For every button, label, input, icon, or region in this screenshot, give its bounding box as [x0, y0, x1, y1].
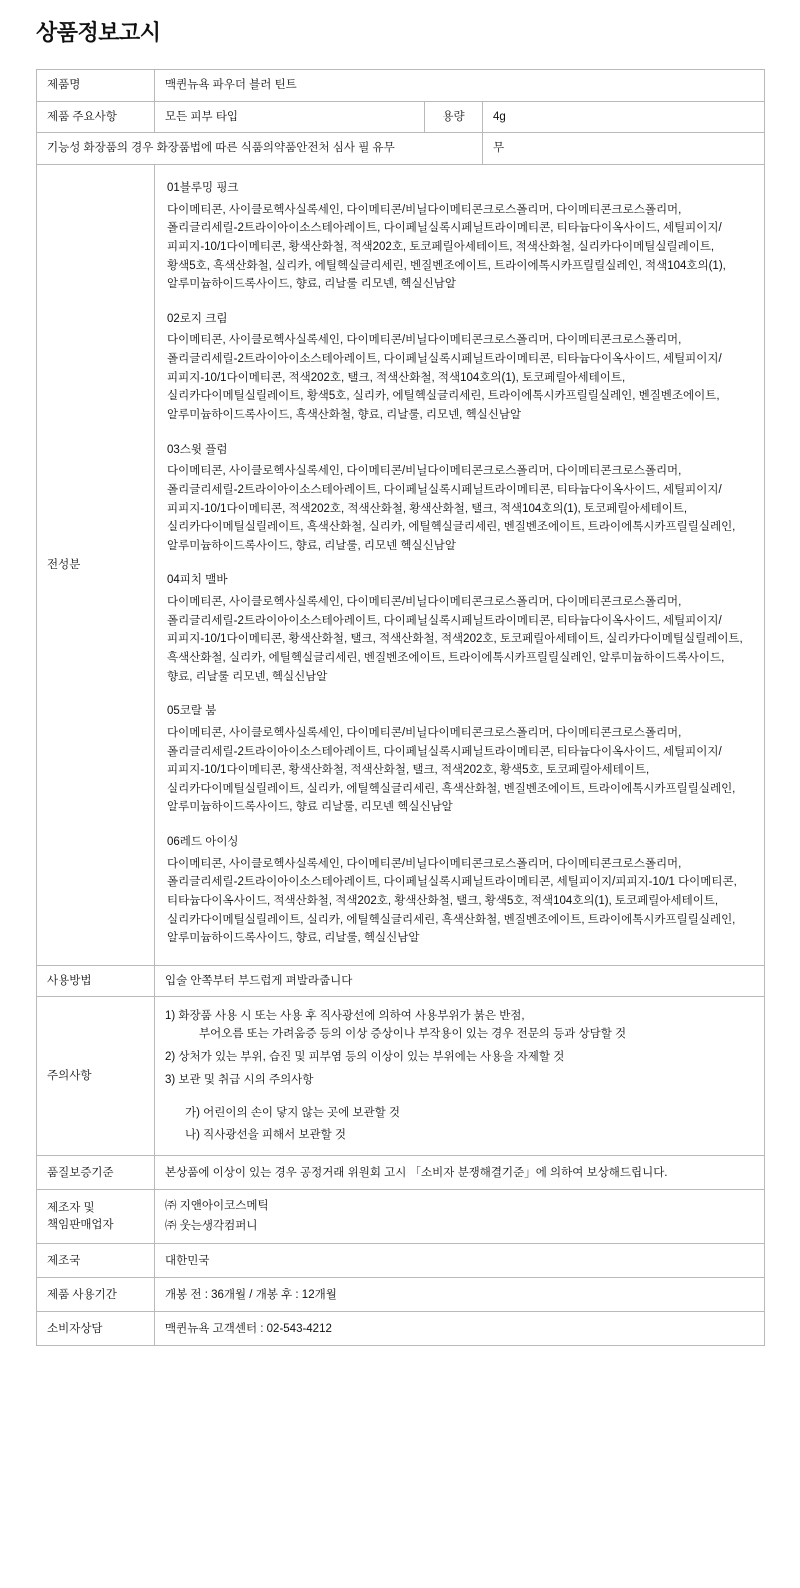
- ingredient-shade-text: 다이메티콘, 사이클로헥사실록세인, 다이메티콘/비닐다이메티콘크로스폴리머, 다이메티콘크로스폴리머, 폴리글리세릴-2트라이아이소스테아레이트, 다이페닐실록시페닐트라이메티콘, 티타늄다이옥사이드, 세틸피이지/피피지-10/1다이메티콘, 황색산화철, 적색산화철, 탤크, 적색202호, 황색5호, 토코페릴아세테이트, 실리카다이메틸실릴레이트, 실리카, 에틸헥실글리세린, 흑색산화철, 벤질벤조에이트, 트라이에톡시카프릴릴실레인, 알루미늄하이드록사이드, 향료 리날룰, 리모넨 헥실신남알: [167, 726, 736, 814]
- table-row-main-spec: [37, 101, 765, 133]
- caution-sub-list: [165, 1105, 754, 1145]
- caution-item-cont: 부어오름 또는 가려움증 등의 이상 증상이나 부작용이 있는 경우 전문의 등과 상담할 것: [199, 1028, 627, 1041]
- ingredient-shade-name: 02로지 크림: [167, 312, 228, 325]
- ingredient-shade-text: 다이메티콘, 사이클로헥사실록세인, 다이메티콘/비닐다이메티콘크로스폴리머, 다이메티콘크로스폴리머, 폴리글리세릴-2트라이아이소스테아레이트, 다이페닐실록시페닐트라이메티콘, 티타늄다이옥사이드, 세틸피이지/피피지-10/1다이메티콘, 황색산화철, 적색202호, 토코페릴아세테이트, 적색산화철, 실리카다이메틸실릴레이트, 황색5호, 흑색산화철, 실리카, 에틸헥실글리세린, 벤질벤조에이트, 트라이에톡시카프릴릴실레인, 적색104호의(1), 알루미늄하이드록사이드, 향료, 리날룰 리모넨, 헥실신남알: [167, 203, 726, 291]
- caution-label: 주의사항: [37, 997, 155, 1156]
- caution-sub-item: 나) 직사광선을 피해서 보관할 것: [185, 1128, 347, 1141]
- product-info-page: [0, 16, 800, 1346]
- main-spec-value: 모든 피부 타입: [155, 101, 425, 133]
- table-row-quality: [37, 1156, 765, 1190]
- product-name-label: 제품명: [37, 70, 155, 102]
- ingredient-group: [167, 442, 752, 556]
- functional-label: 기능성 화장품의 경우 화장품법에 따른 식품의약품안전처 심사 필 유무: [37, 133, 483, 165]
- table-row-caution: [37, 997, 765, 1156]
- maker-value: [155, 1190, 765, 1244]
- caution-list: [165, 1004, 754, 1098]
- ingredient-shade-text: 다이메티콘, 사이클로헥사실록세인, 다이메티콘/비닐다이메티콘크로스폴리머, 다이메티콘크로스폴리머, 폴리글리세릴-2트라이아이소스테아레이트, 다이페닐실록시페닐트라이메티콘, 티타늄다이옥사이드, 세틸피이지/피피지-10/1다이메티콘, 황색산화철, 탤크, 적색산화철, 적색202호, 토코페릴아세테이트, 실리카다이메틸실릴레이트, 흑색산화철, 실리카, 에틸헥실글리세린, 벤질벤조에이트, 트라이에톡시카프릴릴실레인, 알루미늄하이드록사이드, 향료, 리날룰 리모넨, 헥실신남알: [167, 596, 743, 683]
- functional-value: 무: [483, 133, 765, 165]
- caution-sub-item: 가) 어린이의 손이 닿지 않는 곳에 보관할 것: [185, 1106, 401, 1119]
- ingredient-shade-text: 다이메티콘, 사이클로헥사실록세인, 다이메티콘/비닐다이메티콘크로스폴리머, 다이메티콘크로스폴리머, 폴리글리세릴-2트라이아이소스테아레이트, 다이페닐실록시페닐트라이메티콘, 세틸피이지/피피지-10/1 다이메티콘, 티타늄다이옥사이드, 적색산화철, 적색202호, 황색산화철, 탤크, 황색5호, 적색104호의(1), 토코페릴아세테이트, 실리카다이메틸실릴레이트, 실리카, 에틸헥실글리세린, 흑색산화철, 벤질벤조에이트, 트라이에톡시카프릴릴실레인, 알루미늄하이드록사이드, 향료, 리날룰, 헥실신남알: [167, 857, 737, 945]
- caution-item: 1) 화장품 사용 시 또는 사용 후 직사광선에 의하여 사용부위가 붉은 반점,: [165, 1010, 525, 1023]
- ingredient-group: [167, 572, 752, 686]
- usage-label: 사용방법: [37, 965, 155, 997]
- period-label: 제품 사용기간: [37, 1278, 155, 1312]
- main-spec-label: 제품 주요사항: [37, 101, 155, 133]
- product-info-table: [36, 69, 765, 1346]
- table-row-period: [37, 1278, 765, 1312]
- ingredient-shade-name: 04피치 맬바: [167, 574, 228, 587]
- maker-value-line1: ㈜ 지앤아이코스메틱: [165, 1200, 269, 1213]
- table-row-origin: [37, 1244, 765, 1278]
- ingredient-shade-name: 05코랄 붐: [167, 705, 217, 718]
- caution-item: 2) 상처가 있는 부위, 습진 및 피부염 등의 이상이 있는 부위에는 사용을 자제할 것: [165, 1051, 565, 1064]
- maker-label-line1: 제조자 및: [47, 1202, 95, 1215]
- ingredients-value: [155, 165, 765, 966]
- usage-value: 입술 안쪽부터 부드럽게 펴발라줍니다: [155, 965, 765, 997]
- ingredient-group: [167, 311, 752, 425]
- table-row-maker: [37, 1190, 765, 1244]
- ingredient-shade-name: 06레드 아이싱: [167, 836, 239, 848]
- table-row-ingredients: [37, 165, 765, 966]
- maker-value-line2: ㈜ 웃는생각컴퍼니: [165, 1219, 258, 1232]
- page-title: 상품정보고시: [36, 20, 161, 45]
- ingredients-list: [165, 172, 754, 958]
- ingredient-group: [167, 834, 752, 948]
- consumer-label: 소비자상담: [37, 1312, 155, 1346]
- table-row-usage: [37, 965, 765, 997]
- ingredient-shade-name: 01블루밍 핑크: [167, 182, 239, 195]
- table-row-product-name: [37, 70, 765, 102]
- ingredient-shade-name: 03스윗 플럼: [167, 443, 228, 456]
- origin-label: 제조국: [37, 1244, 155, 1278]
- ingredient-group: [167, 180, 752, 294]
- maker-label: [37, 1190, 155, 1244]
- ingredient-group: [167, 703, 752, 817]
- volume-value: 4g: [483, 101, 765, 133]
- table-row-consumer: [37, 1312, 765, 1346]
- volume-label: 용량: [425, 101, 483, 133]
- consumer-value: 맥퀸뉴욕 고객센터 : 02-543-4212: [155, 1312, 765, 1346]
- ingredients-label: 전성분: [37, 165, 155, 966]
- table-row-functional: [37, 133, 765, 165]
- quality-label: 품질보증기준: [37, 1156, 155, 1190]
- maker-label-line2: 책임판매업자: [47, 1218, 114, 1231]
- period-value: 개봉 전 : 36개월 / 개봉 후 : 12개월: [155, 1278, 765, 1312]
- caution-value: [155, 997, 765, 1156]
- origin-value: 대한민국: [155, 1244, 765, 1278]
- ingredient-shade-text: 다이메티콘, 사이클로헥사실록세인, 다이메티콘/비닐다이메티콘크로스폴리머, 다이메티콘크로스폴리머, 폴리글리세릴-2트라이아이소스테아레이트, 다이페닐실록시페닐트라이메티콘, 티타늄다이옥사이드, 세틸피이지/피피지-10/1다이메티콘, 적색202호, 탤크, 적색산화철, 적색104호의(1), 토코페릴아세테이트, 실리카다이메틸실릴레이트, 황색5호, 실리카, 에틸헥실글리세린, 트라이에톡시카프릴릴실레인, 벤질벤조에이트, 알루미늄하이드록사이드, 흑색산화철, 향료, 리날룰, 리모넨, 헥실신남알: [167, 334, 722, 421]
- product-name-value: 맥퀸뉴욕 파우더 블러 틴트: [155, 70, 765, 102]
- quality-value: 본상품에 이상이 있는 경우 공정거래 위원회 고시 「소비자 분쟁해결기준」에 의하여 보상해드립니다.: [155, 1156, 765, 1190]
- caution-item: 3) 보관 및 취급 시의 주의사항: [165, 1073, 314, 1086]
- ingredient-shade-text: 다이메티콘, 사이클로헥사실록세인, 다이메티콘/비닐다이메티콘크로스폴리머, 다이메티콘크로스폴리머, 폴리글리세릴-2트라이아이소스테아레이트, 다이페닐실록시페닐트라이메티콘, 티타늄다이옥사이드, 세틸피이지/피피지-10/1다이메티콘, 적색202호, 적색산화철, 황색산화철, 탤크, 적색104호의(1), 토코페릴아세테이트, 실리카다이메틸실릴레이트, 흑색산화철, 실리카, 에틸헥실글리세린, 벤질벤조에이트, 트라이에톡시카프릴릴실레인, 알루미늄하이드록사이드, 향료, 리날룰, 리모넨 헥실신남알: [167, 465, 736, 552]
